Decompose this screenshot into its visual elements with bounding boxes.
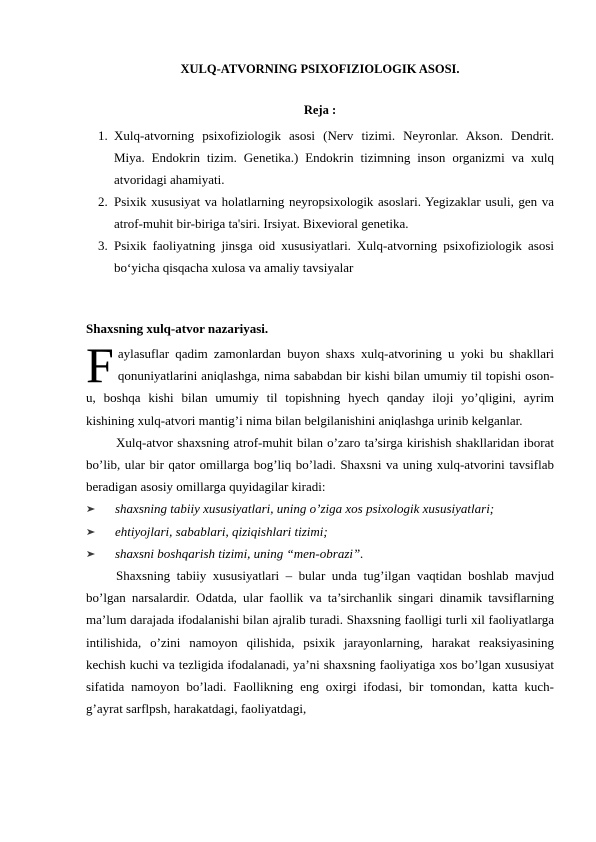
- section-heading: Shaxsning xulq-atvor nazariyasi.: [86, 321, 269, 336]
- plan-item-text: Xulq-atvorning psixofiziologik asosi (Nerv tizimi. Neyronlar. Akson. Dendrit. Miya. Endokrin tizim. Genetika.) Endokrin tizimning inson organizmi va xulq atvoridagi ahamiyati.: [114, 128, 554, 187]
- factor-list-item: [86, 498, 554, 520]
- factor-list: [86, 498, 554, 565]
- plan-list: [86, 125, 554, 279]
- arrow-bullet-icon: [86, 527, 96, 537]
- plan-item-number: 2.: [98, 194, 108, 209]
- plan-heading: Reja :: [303, 103, 337, 117]
- paragraph-natural-traits: Shaxsning tabiiy xususiyatlari – bular unda tug’ilgan vaqtidan boshlab mavjud bo’lgan narsalardir. Odatda, ular faollik va ta’sirchanlik singari dinamik tavsiflarning ma’lum darajada ifodalanishi bilan ajralib turadi. Shaxsning faolligi turli xil faoliyatlarga intilishida, o’zini namoyon qilishida, psixik jarayonlarning, harakat reaksiyasining kechish kuchi va tezligida ifodalanadi, ya’ni shaxsning faoliyatiga xos bo’lgan xususiyat sifatida namoyon bo’ladi. Faollikning eng oxirgi ifodasi, bir tomondan, katta kuch-g’ayrat sarflpsh, harakatdagi, faoliyatdagi,: [86, 568, 554, 717]
- paragraph-intro: [86, 337, 554, 432]
- factor-text: shaxsni boshqarish tizimi, uning “men-obrazi”.: [115, 545, 364, 561]
- plan-item-text: Psixik xususiyat va holatlarning neyropsixologik asoslari. Yegizaklar usuli, gen va atrof-muhit bir-biriga ta'siri. Irsiyat. Bixevioral genetika.: [114, 194, 554, 231]
- plan-item: [86, 125, 554, 191]
- factor-text: ehtiyojlari, sabablari, qiziqishlari tizimi;: [115, 523, 328, 539]
- paragraph-behavior-factors: Xulq-atvor shaxsning atrof-muhit bilan o’zaro ta’sirga kirishish shakllaridan iborat bo’lib, ular bir qator omillarga bog’liq bo’ladi. Shaxsni va uning xulq-atvorini tavsiflab beradigan asosiy omillarga quyidagilar kiradi:: [86, 434, 554, 495]
- plan-item-number: 3.: [98, 238, 108, 253]
- document-body: [86, 337, 554, 720]
- plan-item-number: 1.: [98, 128, 108, 143]
- paragraph-intro-text: aylasuflar qadim zamonlardan buyon shaxs xulq-atvorining u yoki bu shakllari qonuniyatlarini aniqlashga, nima sababdan bir kishi bilan umumiy til topishi oson-u, boshqa kishi bilan umumiy til topishning hyech qanday iloji yo’qligini, ayrim kishining xulq-atvori mantig’i nima bilan belgilanishini aniqlashga urinib kelganlar.: [86, 346, 554, 428]
- factor-list-item: [86, 543, 554, 565]
- factor-list-item: [86, 521, 554, 543]
- drop-cap: F: [86, 337, 114, 393]
- arrow-bullet-icon: [86, 504, 96, 514]
- arrow-bullet-icon: [86, 549, 96, 559]
- plan-item: [86, 235, 554, 279]
- plan-item: [86, 191, 554, 235]
- plan-item-text: Psixik faoliyatning jinsga oid xususiyatlari. Xulq-atvorning psixofiziologik asosi bo‘yicha qisqacha xulosa va amaliy tavsiyalar: [114, 238, 554, 275]
- factor-text: shaxsning tabiiy xususiyatlari, uning o’ziga xos psixologik xususiyatlari;: [115, 501, 495, 517]
- document-title: XULQ-ATVORNING PSIXOFIZIOLOGIK ASOSI.: [180, 62, 460, 76]
